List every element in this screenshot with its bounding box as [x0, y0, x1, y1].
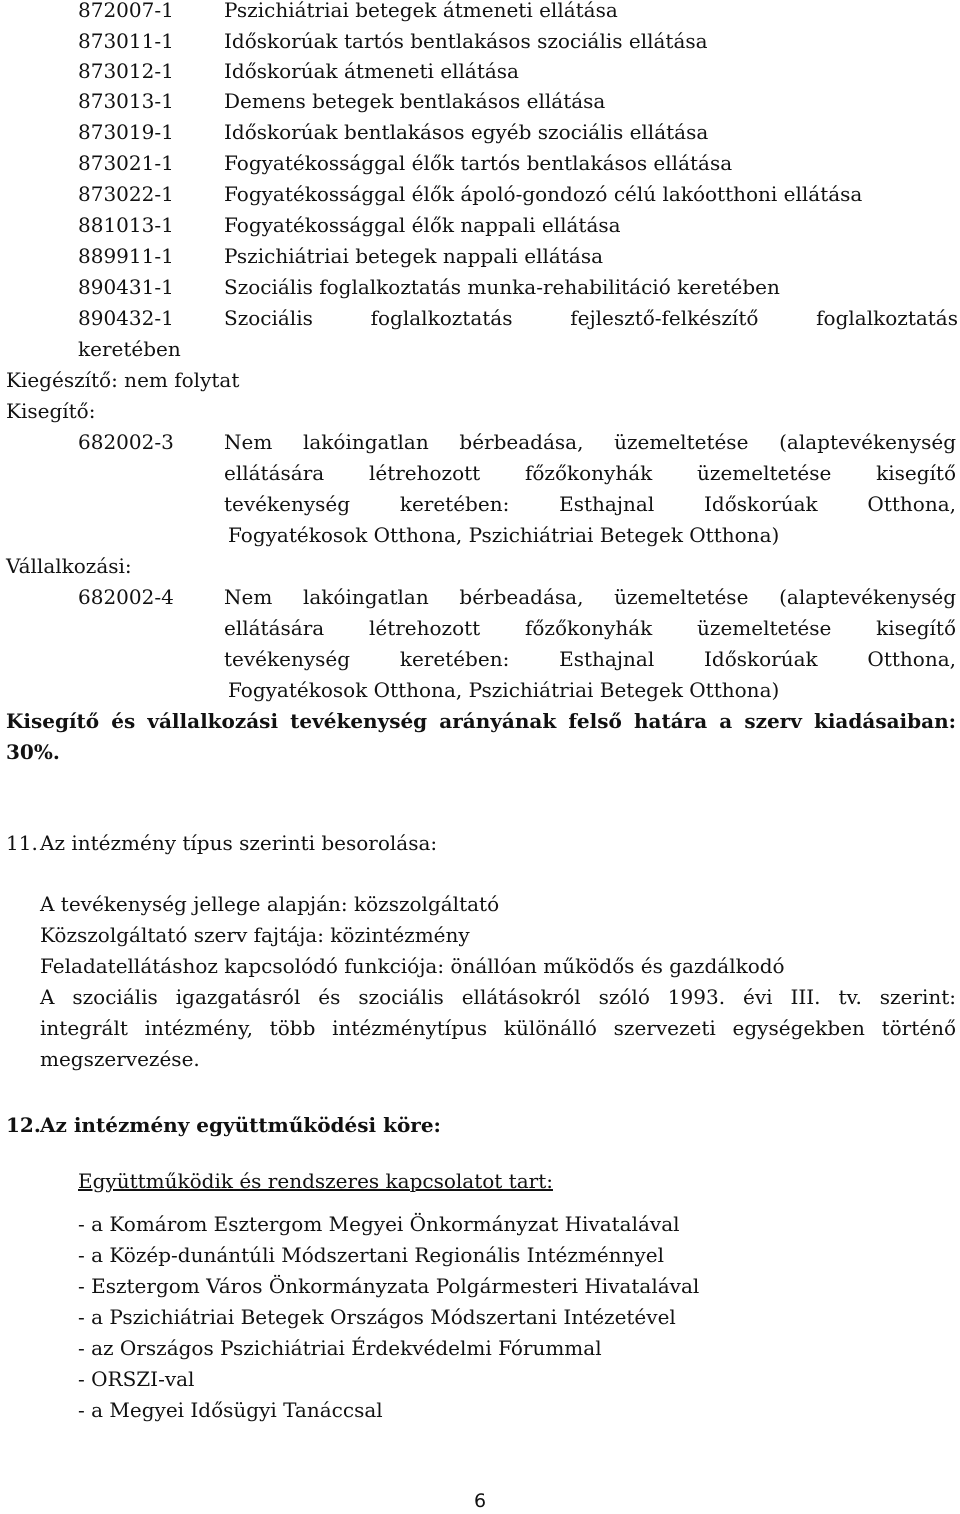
activity-code: 873011-1: [78, 29, 174, 53]
list-item: - a Megyei Idősügyi Tanáccsal: [78, 1398, 383, 1422]
activity-description: Fogyatékossággal élők nappali ellátása: [224, 213, 621, 237]
activity-description: Időskorúak átmeneti ellátása: [224, 59, 519, 83]
activity-description: Fogyatékossággal élők ápoló-gondozó célú lakóotthoni ellátása: [224, 182, 863, 206]
auxiliary-label: Kisegítő:: [6, 399, 96, 423]
activity-code: 890431-1: [78, 275, 174, 299]
activity-code: 873013-1: [78, 89, 174, 113]
activity-description: Időskorúak tartós bentlakásos szociális ellátása: [224, 29, 708, 53]
activity-code: 682002-3: [78, 430, 174, 454]
page-number: 6: [473, 1490, 487, 1512]
section-heading: [6, 828, 438, 859]
activity-code: 873019-1: [78, 120, 174, 144]
list-item: - az Országos Pszichiátriai Érdekvédelmi Fórummal: [78, 1336, 602, 1360]
list-item: - ORSZI-val: [78, 1367, 195, 1391]
activity-code: 873012-1: [78, 59, 174, 83]
activity-code: 881013-1: [78, 213, 174, 237]
list-item: - a Pszichiátriai Betegek Országos Módszertani Intézetével: [78, 1305, 676, 1329]
activity-description: Fogyatékossággal élők tartós bentlakásos ellátása: [224, 151, 733, 175]
classification-paragraph-line: A szociális igazgatásról és szociális ellátásokról szóló 1993. évi III. tv. szerint:: [40, 985, 956, 1009]
ratio-value: 30%.: [6, 740, 60, 764]
activity-code: 890432-1: [78, 306, 174, 330]
activity-code: 872007-1: [78, 0, 174, 22]
list-item: - a Komárom Esztergom Megyei Önkormányzat Hivatalával: [78, 1212, 680, 1236]
activity-code: 889911-1: [78, 244, 174, 268]
auxiliary-description-line: tevékenység keretében: Esthajnal Időskorúak Otthona,: [224, 492, 956, 516]
section-number: 12.: [6, 1113, 41, 1137]
business-label: Vállalkozási:: [6, 554, 132, 578]
auxiliary-description-line: Nem lakóingatlan bérbeadása, üzemeltetése (alaptevékenység: [224, 430, 956, 454]
section-title: Az intézmény típus szerinti besorolása:: [40, 831, 438, 855]
classification-paragraph-line: megszervezése.: [40, 1047, 200, 1071]
supplementary-label: Kiegészítő: nem folytat: [6, 368, 240, 392]
activity-code: 682002-4: [78, 585, 174, 609]
cooperation-subtitle: Együttműködik és rendszeres kapcsolatot tart:: [78, 1169, 553, 1193]
activity-description: Szociális foglalkoztatás munka-rehabilitáció keretében: [224, 275, 780, 299]
activity-description-continued: keretében: [78, 337, 181, 361]
ratio-statement: Kisegítő és vállalkozási tevékenység arányának felső határa a szerv kiadásaiban:: [6, 709, 956, 733]
classification-line: Közszolgáltató szerv fajtája: közintézmény: [40, 923, 470, 947]
activity-description: Időskorúak bentlakásos egyéb szociális ellátása: [224, 120, 709, 144]
activity-description: Pszichiátriai betegek nappali ellátása: [224, 244, 604, 268]
section-heading: [6, 1110, 441, 1141]
business-description-line: Fogyatékosok Otthona, Pszichiátriai Betegek Otthona): [228, 678, 780, 702]
list-item: - a Közép-dunántúli Módszertani Regionális Intézménnyel: [78, 1243, 664, 1267]
business-description-line: Nem lakóingatlan bérbeadása, üzemeltetése (alaptevékenység: [224, 585, 956, 609]
activity-code: 873021-1: [78, 151, 174, 175]
activity-description: Pszichiátriai betegek átmeneti ellátása: [224, 0, 618, 22]
classification-line: Feladatellátáshoz kapcsolódó funkciója: önállóan működős és gazdálkodó: [40, 954, 785, 978]
classification-paragraph-line: integrált intézmény, több intézménytípus különálló szervezeti egységekben történő: [40, 1016, 956, 1040]
auxiliary-description-line: Fogyatékosok Otthona, Pszichiátriai Betegek Otthona): [228, 523, 780, 547]
section-number: 11.: [6, 831, 38, 855]
business-description-line: tevékenység keretében: Esthajnal Időskorúak Otthona,: [224, 647, 956, 671]
list-item: - Esztergom Város Önkormányzata Polgármesteri Hivatalával: [78, 1274, 700, 1298]
activity-description: Demens betegek bentlakásos ellátása: [224, 89, 606, 113]
classification-line: A tevékenység jellege alapján: közszolgáltató: [40, 892, 500, 916]
activity-description: Szociális foglalkoztatás fejlesztő-felkészítő foglalkoztatás: [224, 306, 958, 330]
auxiliary-description-line: ellátására létrehozott főzőkonyhák üzemeltetése kisegítő: [224, 461, 956, 485]
section-title: Az intézmény együttműködési köre:: [40, 1113, 441, 1137]
business-description-line: ellátására létrehozott főzőkonyhák üzemeltetése kisegítő: [224, 616, 956, 640]
activity-code: 873022-1: [78, 182, 174, 206]
